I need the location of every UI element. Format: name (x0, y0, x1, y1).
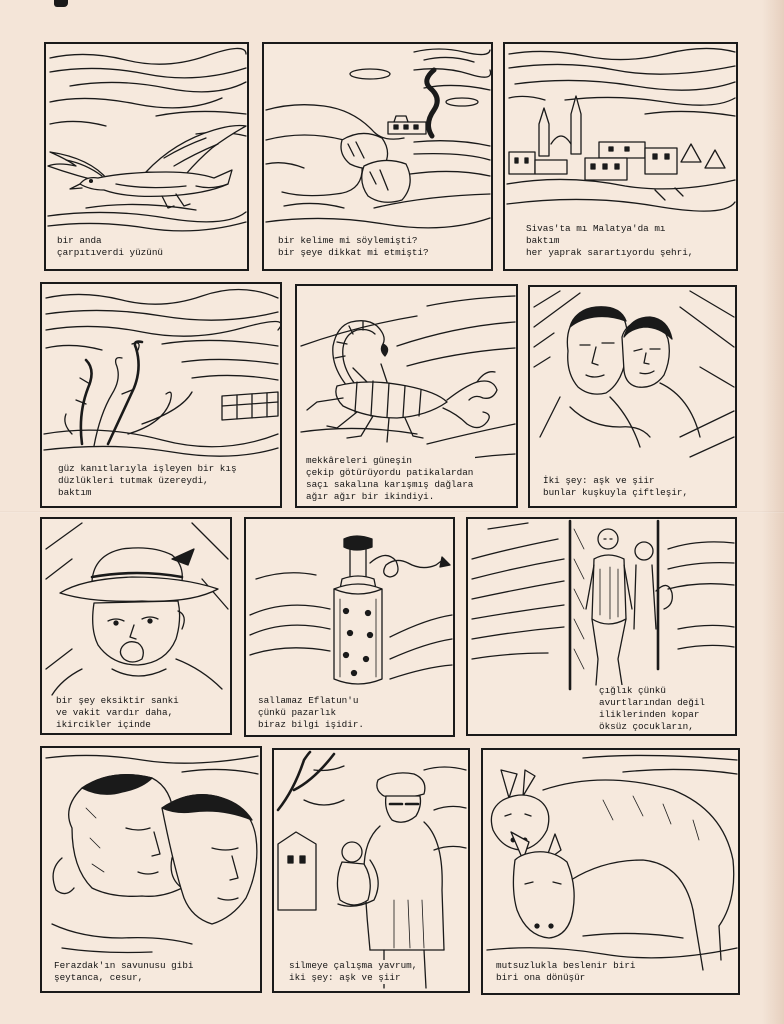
panel-caption (276, 235, 431, 259)
caption-line: saçı sakalına karışmış dağlara (306, 479, 474, 490)
caption-line: mutsuzlukla beslenir biri (496, 960, 636, 971)
caption-line: iki şey: aşk ve şiir (289, 972, 401, 983)
donkeys-illustration (483, 750, 738, 993)
village-buildings (388, 116, 426, 134)
caption-line: avurtlarından değil (599, 697, 706, 708)
panel-caption (56, 463, 239, 499)
caption-line: ağır ağır bir ikindiyi. (306, 491, 435, 502)
scorpion (307, 321, 497, 442)
caption-line: bunlar kuşkuyla çiftleşir, (543, 487, 689, 498)
caption-line: her yaprak sarartıyordu şehri, (526, 247, 694, 258)
boy-face (622, 317, 672, 387)
caption-line: çığlık çünkü (599, 685, 666, 696)
panel-6 (528, 285, 737, 508)
stone-wall (222, 392, 278, 420)
panel-9 (466, 517, 737, 736)
panel-12 (481, 748, 740, 995)
panel-caption (524, 223, 695, 259)
caption-line: biraz bilgi işidir. (258, 719, 365, 730)
caption-line: düzlükleri tutmak üzereydi, (58, 475, 209, 486)
caption-line: sallamaz Eflatun'u (258, 695, 359, 706)
paper-fold (0, 511, 784, 513)
caption-line: çarpıtıverdi yüzünü (57, 247, 164, 258)
caption-line: baktım (58, 487, 92, 498)
panel-caption (304, 455, 475, 503)
caption-line: Sivas'ta mı Malatya'da mı (526, 223, 666, 234)
caption-line: İki şey: aşk ve şiir (543, 475, 655, 486)
caption-line: ve vakit vardır daha, (56, 707, 174, 718)
caption-line: şeytanca, cesur, (54, 972, 144, 983)
panel-2 (262, 42, 493, 271)
second-face (162, 795, 257, 924)
lantern-device (334, 536, 450, 684)
caption-line: bir anda (57, 235, 102, 246)
panel-8 (244, 517, 455, 737)
caption-line: Ferazdak'ın savunusu gibi (54, 960, 194, 971)
ink-blot (54, 0, 68, 7)
caption-line: baktım (526, 235, 560, 246)
panel-1 (44, 42, 249, 271)
panel-caption (54, 695, 181, 731)
two-faces-illustration (42, 748, 260, 991)
panel-5 (295, 284, 518, 508)
panel-caption (55, 235, 165, 259)
caption-line: güz kanıtlarıyla işleyen bir kış (58, 463, 237, 474)
first-face (53, 775, 182, 897)
caption-line: bir şey eksiktir sanki (56, 695, 179, 706)
panel-caption (256, 695, 366, 731)
caption-line: bir şeye dikkat mi etmişti? (278, 247, 429, 258)
caption-line: çünkü pazarlık (258, 707, 337, 718)
child-figure (586, 529, 632, 685)
panel-11 (272, 748, 470, 993)
panel-caption (494, 960, 637, 984)
caption-line: iliklerinden kopar (599, 709, 700, 720)
caption-line: silmeye çalışma yavrum, (289, 960, 418, 971)
panel-10 (40, 746, 262, 993)
panel-caption (287, 960, 419, 984)
caption-line: mekkâreleri güneşin (306, 455, 413, 466)
caption-line: ikircikler içinde (56, 719, 151, 730)
caption-line: çekip götürüyordu patikalardan (306, 467, 474, 478)
embracing-couple-illustration (530, 287, 735, 506)
panel-3 (503, 42, 738, 271)
baby (337, 842, 378, 906)
second-child-figure (634, 542, 672, 629)
boy-with-hat (52, 548, 222, 695)
panel-caption (52, 960, 195, 984)
panel-caption (541, 475, 690, 499)
caption-line: biri ona dönüşür (496, 972, 586, 983)
panel-4 (40, 282, 282, 508)
caption-line: öksüz çocukların, (599, 721, 694, 732)
woman-holding-child-illustration (274, 750, 468, 991)
panel-7 (40, 517, 232, 735)
caption-line: bir kelime mi söylemişti? (278, 235, 418, 246)
donkey-head-bottom (511, 832, 574, 938)
seagull (48, 126, 246, 209)
tree-branches (278, 752, 344, 810)
man-face (567, 307, 627, 394)
woman (364, 773, 444, 988)
town-buildings (509, 96, 725, 180)
panel-caption (597, 685, 707, 733)
